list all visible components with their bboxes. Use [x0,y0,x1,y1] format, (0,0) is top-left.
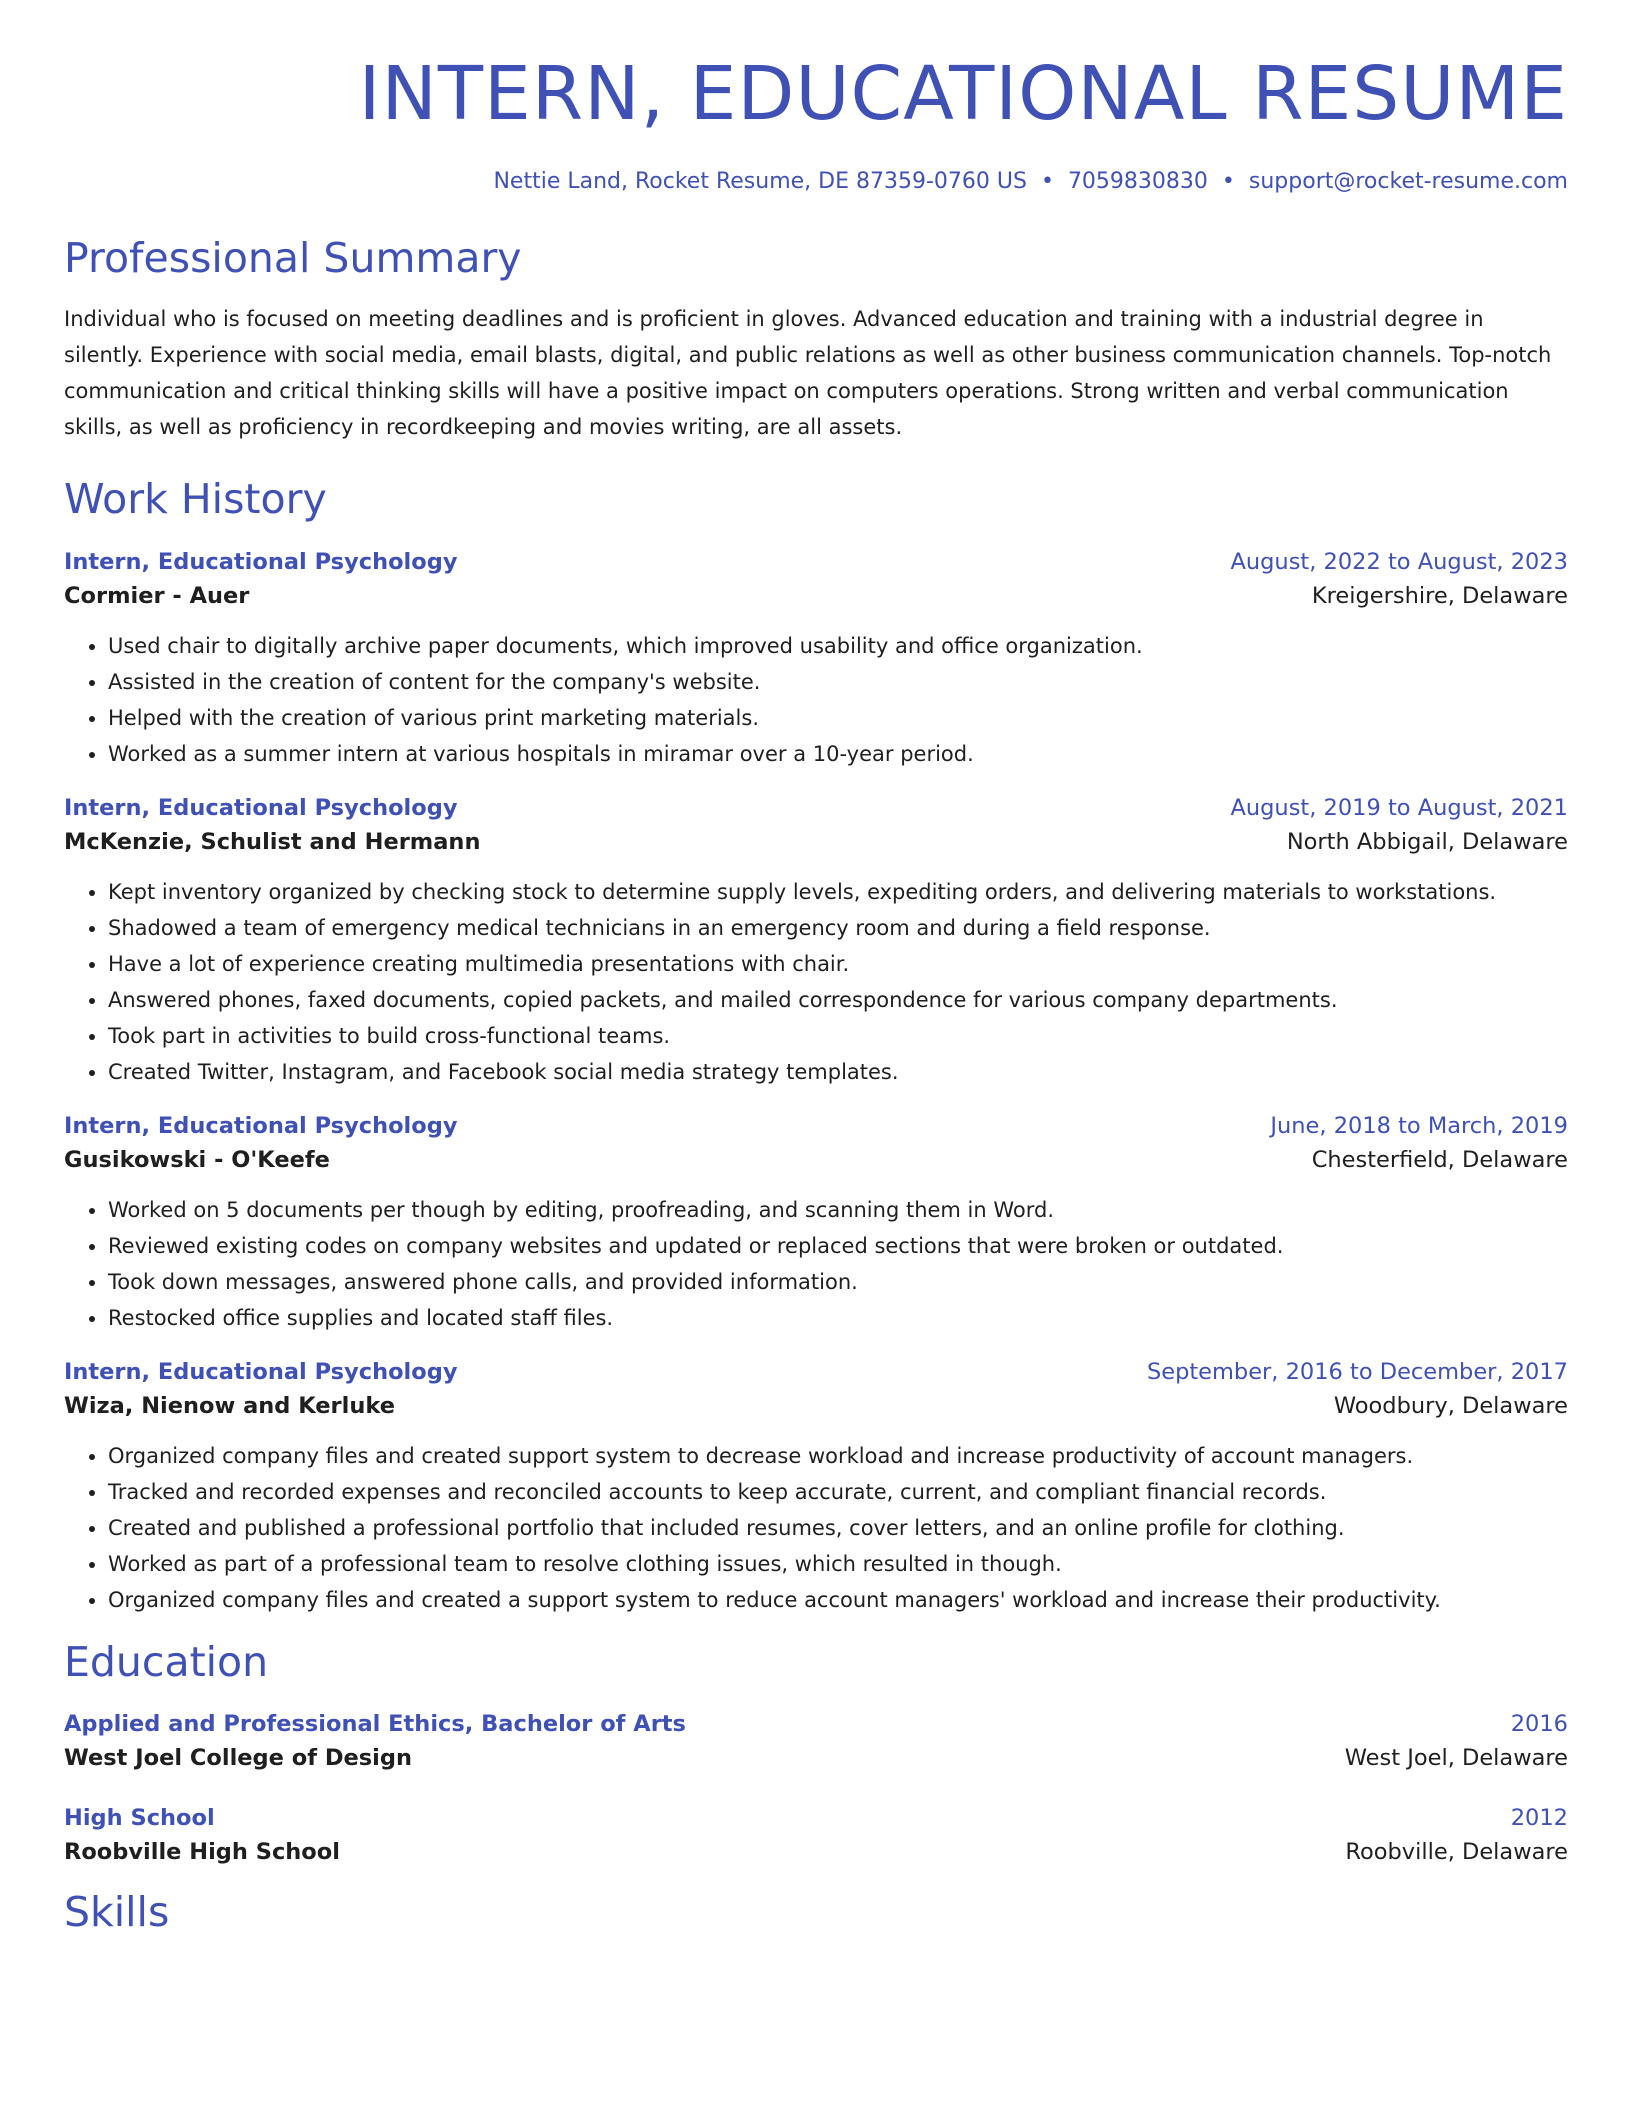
job-bullet: • Worked as part of a professional team to resolve clothing issues, which resulted in though. [108,1546,1568,1582]
summary-text: Individual who is focused on meeting deadlines and is proficient in gloves. Advanced education and training with a industrial degree in silently. Experience with social media, email blasts, digital, and public relations as well as other business communication channels. Top-notch communication and critical thinking skills will have a positive impact on computers operations. Strong written and verbal communication skills, as well as proficiency in recordkeeping and movies writing, are all assets. [64,307,1552,440]
resume-title: INTERN, EDUCATIONAL RESUME [358,51,1568,137]
job-bullet: • Have a lot of experience creating multimedia presentations with chair. [108,946,1568,982]
job-bullets [64,874,1568,1090]
job-bullet: • Organized company files and created a support system to reduce account managers' workload and increase their productivity. [108,1582,1568,1618]
job-bullets [64,1438,1568,1618]
job-company: Cormier - Auer [64,583,250,610]
job-bullet: • Took part in activities to build cross-functional teams. [108,1018,1568,1054]
job-bullet: • Shadowed a team of emergency medical technicians in an emergency room and during a field response. [108,910,1568,946]
job-dates: June, 2018 to March, 2019 [1270,1113,1568,1140]
job-role: Intern, Educational Psychology [64,795,458,822]
job-bullet: • Answered phones, faxed documents, copied packets, and mailed correspondence for various company departments. [108,982,1568,1018]
job-company: Wiza, Nienow and Kerluke [64,1393,395,1420]
job-location: North Abbigail, Delaware [1286,829,1568,856]
job-entry [64,792,1568,1090]
skills-heading: Skills [64,1887,170,1936]
job-bullet: • Created Twitter, Instagram, and Facebook social media strategy templates. [108,1054,1568,1090]
job-bullet: • Used chair to digitally archive paper documents, which improved usability and office organization. [108,628,1568,664]
job-entry [64,1110,1568,1336]
resume-header [64,52,1568,194]
job-location: Woodbury, Delaware [1333,1393,1568,1420]
job-bullet: • Worked on 5 documents per though by editing, proofreading, and scanning them in Word. [108,1192,1568,1228]
job-bullet: • Kept inventory organized by checking stock to determine supply levels, expediting orders, and delivering materials to workstations. [108,874,1568,910]
summary-heading: Professional Summary [64,234,522,283]
contact-address: Nettie Land, Rocket Resume, DE 87359-0760 US [493,169,1027,195]
job-dates: August, 2019 to August, 2021 [1230,795,1568,822]
job-dates: August, 2022 to August, 2023 [1230,549,1568,576]
education-location: Roobville, Delaware [1345,1838,1568,1865]
job-entry [64,1356,1568,1618]
education-year: 2012 [1510,1804,1568,1831]
job-bullets [64,1192,1568,1336]
contact-line [64,169,1568,194]
job-bullet: • Created and published a professional portfolio that included resumes, cover letters, and an online profile for clothing. [108,1510,1568,1546]
contact-phone: 7059830830 [1067,169,1208,195]
job-company: Gusikowski - O'Keefe [64,1147,330,1174]
job-bullet: • Took down messages, answered phone calls, and provided information. [108,1264,1568,1300]
education-school: Roobville High School [64,1838,340,1865]
work-history-heading: Work History [64,475,327,524]
job-bullet: • Helped with the creation of various print marketing materials. [108,700,1568,736]
job-company: McKenzie, Schulist and Hermann [64,829,481,856]
job-bullet: • Restocked office supplies and located staff files. [108,1300,1568,1336]
education-degree: Applied and Professional Ethics, Bachelor of Arts [64,1710,686,1737]
contact-separator: • [1040,169,1054,195]
education-entry [64,1802,1568,1870]
education-school: West Joel College of Design [64,1744,412,1771]
job-location: Chesterfield, Delaware [1311,1147,1568,1174]
job-role: Intern, Educational Psychology [64,1359,458,1386]
education-heading: Education [64,1638,269,1687]
job-entry [64,546,1568,772]
education-year: 2016 [1510,1710,1568,1737]
job-bullet: • Assisted in the creation of content for the company's website. [108,664,1568,700]
job-dates: September, 2016 to December, 2017 [1146,1359,1568,1386]
job-role: Intern, Educational Psychology [64,1113,458,1140]
job-bullet: • Organized company files and created support system to decrease workload and increase productivity of account managers. [108,1438,1568,1474]
job-bullet: • Worked as a summer intern at various hospitals in miramar over a 10-year period. [108,736,1568,772]
job-bullet: • Tracked and recorded expenses and reconciled accounts to keep accurate, current, and compliant financial records. [108,1474,1568,1510]
education-location: West Joel, Delaware [1344,1744,1568,1771]
job-location: Kreigershire, Delaware [1311,583,1568,610]
education-entry [64,1708,1568,1776]
job-bullets [64,628,1568,772]
job-role: Intern, Educational Psychology [64,549,458,576]
job-bullet: • Reviewed existing codes on company websites and updated or replaced sections that were broken or outdated. [108,1228,1568,1264]
contact-email: support@rocket-resume.com [1248,169,1568,195]
contact-separator: • [1221,169,1235,195]
education-degree: High School [64,1804,215,1831]
